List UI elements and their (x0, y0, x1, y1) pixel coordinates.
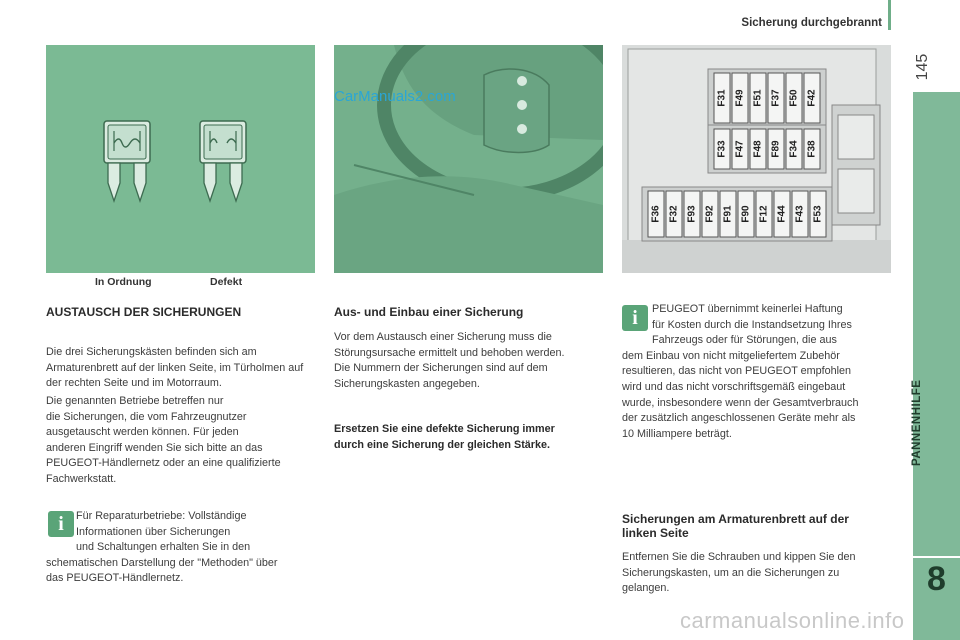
text-line: wird und das nicht vorschriftsgemäß eingebaut (622, 380, 846, 393)
text-line: PEUGEOT-Händlernetz oder an eine qualifizierte (46, 457, 281, 470)
paragraph-sicherungskaesten: Die drei Sicherungskästen befinden sich am Armaturenbrett auf der linken Seite, im Türholmen auf der rechten Seite und im Motorraum. (46, 346, 304, 390)
text-line: schematischen Darstellung der "Methoden" über (46, 556, 278, 569)
chapter-number: 8 (927, 560, 946, 598)
fuse-label-f43: F43 (794, 205, 806, 223)
fuse-label-f93: F93 (686, 205, 698, 223)
fuse-label-f32: F32 (668, 205, 680, 223)
info-icon: i (48, 511, 74, 537)
heading-austausch: AUSTAUSCH DER SICHERUNGEN (46, 305, 242, 319)
chapter-label: PANNENHILFE (911, 379, 923, 466)
text-line: Informationen über Sicherungen (76, 525, 231, 538)
fuse-label-f53: F53 (812, 205, 824, 223)
fuse-label-f48: F48 (752, 140, 764, 158)
text-line: Sicherungskasten, um an die Sicherungen zu (622, 566, 840, 579)
text-line: Vor dem Austausch einer Sicherung muss die (334, 331, 552, 343)
fuse-defect-illustration (200, 121, 246, 201)
fuse-label-f50: F50 (788, 89, 800, 107)
fuse-label-f36: F36 (650, 205, 662, 223)
text-line: Sicherungen am Armaturenbrett auf der (622, 512, 849, 526)
paragraph-stoerungsursache (334, 330, 604, 392)
warning-gleiche-staerke (334, 422, 604, 453)
text-line: Fahrzeugs oder für Störungen, die aus (652, 334, 837, 347)
text-line: und Schaltungen erhalten Sie in den (76, 541, 251, 554)
text-line: resultieren, das nicht von PEUGEOT empfohlen (622, 365, 852, 378)
paragraph-schrauben (622, 550, 892, 597)
fuse-label-f51: F51 (752, 89, 764, 107)
running-header-title: Sicherung durchgebrannt (741, 17, 882, 29)
text-line: der zusätzlich angeschlossenen Geräte mehr als (622, 412, 856, 425)
text-line: durch eine Sicherung der gleichen Stärke. (334, 438, 551, 451)
fuse-label-f12: F12 (758, 205, 770, 223)
fuse-label-f92: F92 (704, 205, 716, 223)
info-note-reparaturbetriebe (46, 509, 311, 587)
text-line: linken Seite (622, 526, 689, 540)
fuse-box-figure (622, 45, 891, 273)
chapter-divider (913, 556, 960, 558)
heading-armaturenbrett-links (622, 512, 892, 540)
fuse-label-f91: F91 (722, 205, 734, 223)
text-line: Entfernen Sie die Schrauben und kippen Sie den (622, 551, 856, 563)
fuse-label-f33: F33 (716, 140, 728, 158)
text-line: Sicherungskasten angegeben. (334, 377, 480, 390)
caption-defekt: Defekt (210, 276, 243, 288)
text-line: PEUGEOT übernimmt keinerlei Haftung (652, 303, 843, 315)
text-line: Für Reparaturbetriebe: Vollständige (76, 510, 247, 522)
fuse-label-f42: F42 (806, 89, 818, 107)
page-number: 145 (914, 53, 931, 81)
text-line: dem Einbau von nicht mitgeliefertem Zubehör (622, 349, 840, 362)
text-line: die Sicherungen, die vom Fahrzeugnutzer (46, 410, 247, 423)
caption-in-ordnung: In Ordnung (95, 276, 152, 288)
fuse-label-f44: F44 (776, 205, 788, 223)
fuse-label-f31: F31 (716, 89, 728, 107)
text-line: das PEUGEOT-Händlernetz. (46, 572, 184, 585)
heading-aus-und-einbau: Aus- und Einbau einer Sicherung (334, 305, 524, 319)
text-line: Störungsursache ermittelt und behoben werden. (334, 346, 565, 359)
info-icon: i (622, 305, 648, 331)
text-line: gelangen. (622, 582, 670, 595)
dashboard-figure (334, 45, 603, 273)
text-line: Die genannten Betriebe betreffen nur (46, 395, 224, 407)
info-note-haftung (622, 302, 892, 442)
fuse-comparison-figure (46, 45, 315, 273)
fuse-label-f89: F89 (770, 140, 782, 158)
fuse-ok-illustration (104, 121, 150, 201)
text-line: 10 Milliampere beträgt. (622, 427, 732, 440)
fuse-label-f37: F37 (770, 89, 782, 107)
watermark-carmanualsonline: carmanualsonline.info (680, 608, 905, 633)
header-accent-bar (888, 0, 891, 30)
text-line: anderen Eingriff wenden Sie sich bitte an das (46, 441, 263, 454)
text-line: Ersetzen Sie eine defekte Sicherung immer (334, 423, 555, 435)
paragraph-betriebe (46, 394, 311, 488)
text-line: Fachwerkstatt. (46, 472, 117, 485)
fuse-label-f47: F47 (734, 140, 746, 158)
text-line: ausgetauscht werden können. Für jeden (46, 426, 239, 439)
text-line: für Kosten durch die Instandsetzung Ihres (652, 318, 852, 331)
fuse-label-f38: F38 (806, 140, 818, 158)
fuse-label-f49: F49 (734, 89, 746, 107)
text-line: Die Nummern der Sicherungen sind auf dem (334, 362, 548, 375)
watermark-carmanuals2: CarManuals2.com (334, 88, 456, 105)
fuse-label-f34: F34 (788, 140, 800, 158)
text-line: wurde, insbesondere wenn der Gesamtverbrauch (622, 396, 859, 409)
fuse-label-f90: F90 (740, 205, 752, 223)
